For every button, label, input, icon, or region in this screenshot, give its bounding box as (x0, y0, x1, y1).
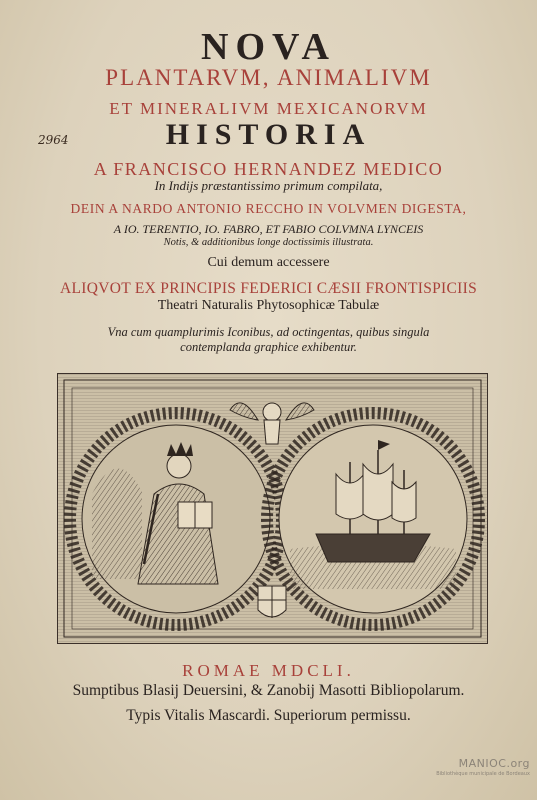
curtain-shape (92, 468, 142, 579)
title-historia: HISTORIA (165, 118, 372, 151)
title-mineralium: ET MINERALIVM MEXICANORVM (109, 99, 428, 118)
watermark-brand: MANIOC.org (458, 757, 530, 770)
watermark-sub: Bibliothèque municipale de Bordeaux (436, 771, 530, 777)
imprint-place-date: ROMAE MDCLI. (182, 661, 355, 680)
editors-line: A IO. TERENTIO, IO. FABRO, ET FABIO COLVMNA LYNCEIS (113, 222, 424, 236)
title-nova: NOVA (201, 26, 336, 68)
watermark (418, 757, 530, 777)
frontispieces-line: ALIQVOT EX PRINCIPIS FEDERICI CÆSII FRONTISPICIIS (59, 280, 478, 297)
tables-line: Theatri Naturalis Phytosophicæ Tabulæ (157, 298, 380, 313)
ship-hull-icon (316, 534, 430, 562)
figure-head (167, 454, 191, 478)
title-plantarum: PLANTARVM, ANIMALIVM (105, 65, 432, 90)
imprint-publishers: Sumptibus Blasij Deuersini, & Zanobij Masotti Bibliopolarum. (72, 682, 465, 699)
vignette-illustration (58, 374, 487, 643)
icons-line: Vna cum quamplurimis Iconibus, ad octingentas, quibus singula (107, 325, 430, 339)
notes-line: Notis, & additionibus longe doctissimis illustrata. (163, 237, 374, 248)
digested-line: DEIN A NARDO ANTONIO RECCHO IN VOLVMEN DIGESTA, (70, 201, 467, 216)
compiled-line: In Indijs præstantissimo primum compilata, (154, 178, 383, 193)
author-line: A FRANCISCO HERNANDEZ MEDICO (93, 159, 444, 179)
engraved-vignette (57, 373, 488, 644)
coat-of-arms-icon (258, 586, 286, 618)
added-line: Cui demum accessere (207, 255, 330, 270)
imprint-printer: Typis Vitalis Mascardi. Superiorum permissu. (126, 707, 411, 724)
exhibited-line: contemplanda graphice exhibentur. (180, 340, 357, 354)
manuscript-mark: 2964 (38, 133, 69, 147)
